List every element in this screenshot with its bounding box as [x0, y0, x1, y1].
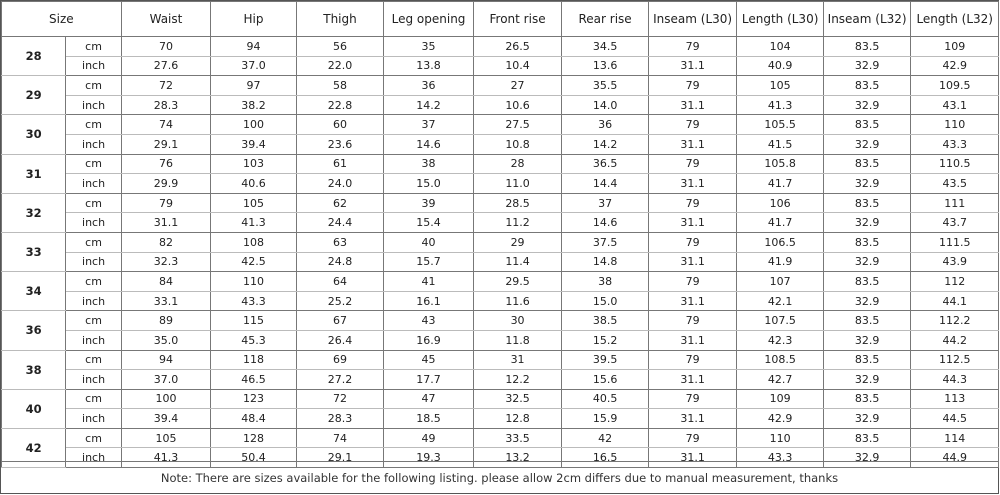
column-header: Waist [121, 2, 211, 37]
unit-label: inch [66, 56, 121, 76]
table-cell: 44.1 [911, 291, 999, 311]
table-cell: 41.9 [737, 252, 824, 272]
table-cell: 41.5 [737, 134, 824, 154]
table-cell: 42.9 [911, 56, 999, 76]
table-cell: 29.9 [121, 174, 211, 194]
table-row [2, 56, 999, 76]
table-cell: 10.8 [473, 134, 562, 154]
table-cell: 28.5 [473, 193, 562, 213]
table-row [2, 330, 999, 350]
table-cell: 83.5 [823, 76, 911, 96]
table-cell: 83.5 [823, 350, 911, 370]
table-cell: 33.5 [473, 428, 562, 448]
table-cell: 26.4 [296, 330, 384, 350]
table-cell: 37.5 [562, 232, 649, 252]
column-header: Inseam (L32) [823, 2, 911, 37]
table-cell: 41.3 [121, 448, 211, 468]
table-row [2, 115, 999, 135]
table-cell: 31 [473, 350, 562, 370]
table-cell: 11.6 [473, 291, 562, 311]
table-cell: 43.9 [911, 252, 999, 272]
table-cell: 32.9 [823, 409, 911, 429]
table-cell: 110 [211, 272, 297, 292]
table-cell: 111 [911, 193, 999, 213]
table-cell: 18.5 [384, 409, 474, 429]
table-cell: 113 [911, 389, 999, 409]
table-cell: 10.4 [473, 56, 562, 76]
column-header: Thigh [296, 2, 384, 37]
table-cell: 14.0 [562, 95, 649, 115]
column-header: Length (L30) [737, 2, 824, 37]
unit-label: cm [66, 232, 121, 252]
unit-label: cm [66, 428, 121, 448]
table-cell: 11.4 [473, 252, 562, 272]
table-cell: 12.8 [473, 409, 562, 429]
table-cell: 32.9 [823, 330, 911, 350]
size-label: 42 [2, 428, 66, 467]
table-cell: 14.8 [562, 252, 649, 272]
size-chart-table [1, 1, 999, 468]
unit-label: inch [66, 174, 121, 194]
table-cell: 40.9 [737, 56, 824, 76]
table-cell: 109.5 [911, 76, 999, 96]
table-cell: 15.0 [384, 174, 474, 194]
size-label: 29 [2, 76, 66, 115]
column-header: Length (L32) [911, 2, 999, 37]
table-cell: 28.3 [296, 409, 384, 429]
table-cell: 106.5 [737, 232, 824, 252]
table-cell: 27.6 [121, 56, 211, 76]
table-cell: 67 [296, 311, 384, 331]
table-row [2, 272, 999, 292]
table-cell: 104 [737, 37, 824, 57]
table-cell: 41.7 [737, 174, 824, 194]
table-cell: 14.2 [562, 134, 649, 154]
table-cell: 107.5 [737, 311, 824, 331]
table-cell: 31.1 [648, 56, 737, 76]
unit-label: cm [66, 76, 121, 96]
table-cell: 36 [562, 115, 649, 135]
unit-label: inch [66, 409, 121, 429]
table-cell: 79 [648, 232, 737, 252]
table-cell: 83.5 [823, 389, 911, 409]
table-cell: 15.7 [384, 252, 474, 272]
table-cell: 31.1 [648, 213, 737, 233]
table-cell: 39.4 [121, 409, 211, 429]
table-cell: 32.5 [473, 389, 562, 409]
size-label: 33 [2, 232, 66, 271]
table-cell: 114 [911, 428, 999, 448]
table-cell: 100 [121, 389, 211, 409]
table-cell: 112 [911, 272, 999, 292]
table-cell: 105 [121, 428, 211, 448]
table-cell: 31.1 [648, 370, 737, 390]
table-cell: 35 [384, 37, 474, 57]
table-cell: 31.1 [648, 95, 737, 115]
table-cell: 45 [384, 350, 474, 370]
table-cell: 42.9 [737, 409, 824, 429]
unit-label: cm [66, 311, 121, 331]
table-cell: 15.6 [562, 370, 649, 390]
unit-label: cm [66, 272, 121, 292]
table-cell: 22.8 [296, 95, 384, 115]
table-cell: 14.6 [384, 134, 474, 154]
table-cell: 128 [211, 428, 297, 448]
table-cell: 79 [648, 389, 737, 409]
table-cell: 83.5 [823, 428, 911, 448]
unit-label: cm [66, 193, 121, 213]
table-cell: 38.2 [211, 95, 297, 115]
size-label: 34 [2, 272, 66, 311]
table-cell: 39 [384, 193, 474, 213]
table-cell: 27.5 [473, 115, 562, 135]
table-cell: 83.5 [823, 154, 911, 174]
table-cell: 22.0 [296, 56, 384, 76]
table-cell: 36 [384, 76, 474, 96]
column-header: Front rise [473, 2, 562, 37]
table-cell: 100 [211, 115, 297, 135]
table-cell: 13.6 [562, 56, 649, 76]
table-cell: 40.6 [211, 174, 297, 194]
unit-label: inch [66, 252, 121, 272]
table-cell: 118 [211, 350, 297, 370]
table-cell: 35.5 [562, 76, 649, 96]
table-cell: 79 [648, 193, 737, 213]
table-cell: 41.7 [737, 213, 824, 233]
column-header: Hip [211, 2, 297, 37]
table-row [2, 95, 999, 115]
table-cell: 72 [296, 389, 384, 409]
table-cell: 37 [562, 193, 649, 213]
table-cell: 32.9 [823, 174, 911, 194]
table-cell: 63 [296, 232, 384, 252]
table-cell: 43.3 [911, 134, 999, 154]
size-label: 40 [2, 389, 66, 428]
table-row [2, 291, 999, 311]
table-cell: 42.5 [211, 252, 297, 272]
table-cell: 110 [737, 428, 824, 448]
size-label: 36 [2, 311, 66, 350]
unit-label: inch [66, 95, 121, 115]
table-cell: 39.5 [562, 350, 649, 370]
table-cell: 13.2 [473, 448, 562, 468]
table-cell: 32.3 [121, 252, 211, 272]
table-cell: 32.9 [823, 252, 911, 272]
table-cell: 105.5 [737, 115, 824, 135]
table-cell: 43.3 [211, 291, 297, 311]
table-cell: 46.5 [211, 370, 297, 390]
table-cell: 24.8 [296, 252, 384, 272]
table-cell: 108 [211, 232, 297, 252]
unit-label: inch [66, 330, 121, 350]
table-row [2, 37, 999, 57]
table-cell: 79 [648, 350, 737, 370]
table-row [2, 213, 999, 233]
table-cell: 83.5 [823, 232, 911, 252]
table-cell: 123 [211, 389, 297, 409]
table-cell: 70 [121, 37, 211, 57]
table-cell: 31.1 [648, 409, 737, 429]
unit-label: inch [66, 370, 121, 390]
table-cell: 24.4 [296, 213, 384, 233]
table-cell: 89 [121, 311, 211, 331]
table-cell: 15.4 [384, 213, 474, 233]
table-cell: 108.5 [737, 350, 824, 370]
table-row [2, 252, 999, 272]
table-cell: 30 [473, 311, 562, 331]
table-cell: 31.1 [648, 174, 737, 194]
table-row [2, 389, 999, 409]
table-cell: 62 [296, 193, 384, 213]
table-cell: 40 [384, 232, 474, 252]
table-cell: 15.2 [562, 330, 649, 350]
table-cell: 32.9 [823, 291, 911, 311]
table-row [2, 193, 999, 213]
column-header: Inseam (L30) [648, 2, 737, 37]
table-cell: 105 [211, 193, 297, 213]
table-cell: 16.1 [384, 291, 474, 311]
unit-label: cm [66, 115, 121, 135]
table-cell: 38 [384, 154, 474, 174]
unit-label: cm [66, 389, 121, 409]
table-cell: 110.5 [911, 154, 999, 174]
table-cell: 105.8 [737, 154, 824, 174]
unit-label: inch [66, 213, 121, 233]
table-cell: 43.1 [911, 95, 999, 115]
table-cell: 32.9 [823, 370, 911, 390]
table-cell: 69 [296, 350, 384, 370]
table-cell: 38 [562, 272, 649, 292]
table-cell: 28 [473, 154, 562, 174]
table-cell: 31.1 [648, 291, 737, 311]
table-cell: 31.1 [648, 134, 737, 154]
table-cell: 38.5 [562, 311, 649, 331]
table-cell: 44.3 [911, 370, 999, 390]
table-cell: 14.4 [562, 174, 649, 194]
table-row [2, 409, 999, 429]
table-cell: 82 [121, 232, 211, 252]
table-row [2, 232, 999, 252]
table-cell: 94 [211, 37, 297, 57]
table-cell: 25.2 [296, 291, 384, 311]
table-cell: 42.7 [737, 370, 824, 390]
table-cell: 79 [648, 115, 737, 135]
table-cell: 107 [737, 272, 824, 292]
table-cell: 79 [648, 272, 737, 292]
table-cell: 33.1 [121, 291, 211, 311]
table-cell: 14.2 [384, 95, 474, 115]
table-cell: 115 [211, 311, 297, 331]
unit-label: inch [66, 134, 121, 154]
table-cell: 31.1 [648, 252, 737, 272]
table-cell: 29.1 [121, 134, 211, 154]
table-cell: 43.5 [911, 174, 999, 194]
table-cell: 109 [911, 37, 999, 57]
size-label: 31 [2, 154, 66, 193]
table-cell: 83.5 [823, 311, 911, 331]
table-cell: 83.5 [823, 37, 911, 57]
table-cell: 112.5 [911, 350, 999, 370]
table-cell: 31.1 [648, 448, 737, 468]
table-cell: 32.9 [823, 56, 911, 76]
table-cell: 27.2 [296, 370, 384, 390]
table-cell: 37.0 [121, 370, 211, 390]
table-cell: 83.5 [823, 193, 911, 213]
table-cell: 43.7 [911, 213, 999, 233]
table-row [2, 350, 999, 370]
table-cell: 106 [737, 193, 824, 213]
table-cell: 24.0 [296, 174, 384, 194]
table-cell: 79 [648, 154, 737, 174]
table-cell: 83.5 [823, 115, 911, 135]
table-cell: 74 [296, 428, 384, 448]
table-cell: 84 [121, 272, 211, 292]
table-cell: 111.5 [911, 232, 999, 252]
table-row [2, 174, 999, 194]
size-label: 30 [2, 115, 66, 154]
table-cell: 42 [562, 428, 649, 448]
table-cell: 11.2 [473, 213, 562, 233]
table-cell: 61 [296, 154, 384, 174]
table-cell: 79 [121, 193, 211, 213]
table-cell: 94 [121, 350, 211, 370]
table-cell: 29.1 [296, 448, 384, 468]
column-header: Rear rise [562, 2, 649, 37]
table-cell: 44.2 [911, 330, 999, 350]
table-cell: 41 [384, 272, 474, 292]
table-row [2, 370, 999, 390]
table-cell: 11.8 [473, 330, 562, 350]
table-cell: 23.6 [296, 134, 384, 154]
table-cell: 31.1 [121, 213, 211, 233]
table-cell: 79 [648, 428, 737, 448]
measurement-note: Note: There are sizes available for the following listing. please allow 2cm differs due to manual measurement, thanks [1, 461, 998, 494]
table-cell: 79 [648, 37, 737, 57]
unit-label: inch [66, 448, 121, 468]
table-body [2, 37, 999, 468]
table-cell: 14.6 [562, 213, 649, 233]
table-cell: 11.0 [473, 174, 562, 194]
size-header: Size [2, 2, 122, 37]
table-cell: 103 [211, 154, 297, 174]
table-cell: 16.5 [562, 448, 649, 468]
table-cell: 26.5 [473, 37, 562, 57]
table-cell: 28.3 [121, 95, 211, 115]
table-cell: 41.3 [211, 213, 297, 233]
table-cell: 76 [121, 154, 211, 174]
header-row [2, 2, 999, 37]
table-cell: 83.5 [823, 272, 911, 292]
table-cell: 16.9 [384, 330, 474, 350]
table-cell: 27 [473, 76, 562, 96]
table-cell: 32.9 [823, 448, 911, 468]
table-cell: 32.9 [823, 134, 911, 154]
unit-label: cm [66, 350, 121, 370]
table-cell: 12.2 [473, 370, 562, 390]
table-cell: 37.0 [211, 56, 297, 76]
table-cell: 97 [211, 76, 297, 96]
table-cell: 109 [737, 389, 824, 409]
table-cell: 32.9 [823, 213, 911, 233]
table-cell: 58 [296, 76, 384, 96]
table-row [2, 428, 999, 448]
table-cell: 17.7 [384, 370, 474, 390]
table-cell: 10.6 [473, 95, 562, 115]
table-cell: 39.4 [211, 134, 297, 154]
table-cell: 34.5 [562, 37, 649, 57]
size-label: 28 [2, 37, 66, 76]
table-cell: 105 [737, 76, 824, 96]
table-cell: 32.9 [823, 95, 911, 115]
table-cell: 44.5 [911, 409, 999, 429]
table-cell: 50.4 [211, 448, 297, 468]
table-cell: 40.5 [562, 389, 649, 409]
table-row [2, 134, 999, 154]
table-row [2, 311, 999, 331]
unit-label: inch [66, 291, 121, 311]
size-label: 38 [2, 350, 66, 389]
table-cell: 112.2 [911, 311, 999, 331]
size-label: 32 [2, 193, 66, 232]
table-cell: 72 [121, 76, 211, 96]
table-cell: 29 [473, 232, 562, 252]
table-cell: 79 [648, 76, 737, 96]
table-cell: 60 [296, 115, 384, 135]
table-row [2, 76, 999, 96]
table-cell: 56 [296, 37, 384, 57]
table-cell: 79 [648, 311, 737, 331]
table-row [2, 154, 999, 174]
table-cell: 13.8 [384, 56, 474, 76]
table-cell: 29.5 [473, 272, 562, 292]
table-cell: 15.0 [562, 291, 649, 311]
table-cell: 74 [121, 115, 211, 135]
column-header: Leg opening [384, 2, 474, 37]
table-cell: 15.9 [562, 409, 649, 429]
table-cell: 44.9 [911, 448, 999, 468]
unit-label: cm [66, 154, 121, 174]
table-cell: 42.1 [737, 291, 824, 311]
table-cell: 42.3 [737, 330, 824, 350]
table-cell: 45.3 [211, 330, 297, 350]
unit-label: cm [66, 37, 121, 57]
table-cell: 49 [384, 428, 474, 448]
table-cell: 19.3 [384, 448, 474, 468]
table-cell: 35.0 [121, 330, 211, 350]
table-cell: 37 [384, 115, 474, 135]
table-cell: 110 [911, 115, 999, 135]
table-cell: 36.5 [562, 154, 649, 174]
table-cell: 64 [296, 272, 384, 292]
table-cell: 41.3 [737, 95, 824, 115]
table-cell: 43 [384, 311, 474, 331]
table-cell: 43.3 [737, 448, 824, 468]
table-cell: 31.1 [648, 330, 737, 350]
table-cell: 48.4 [211, 409, 297, 429]
table-cell: 47 [384, 389, 474, 409]
